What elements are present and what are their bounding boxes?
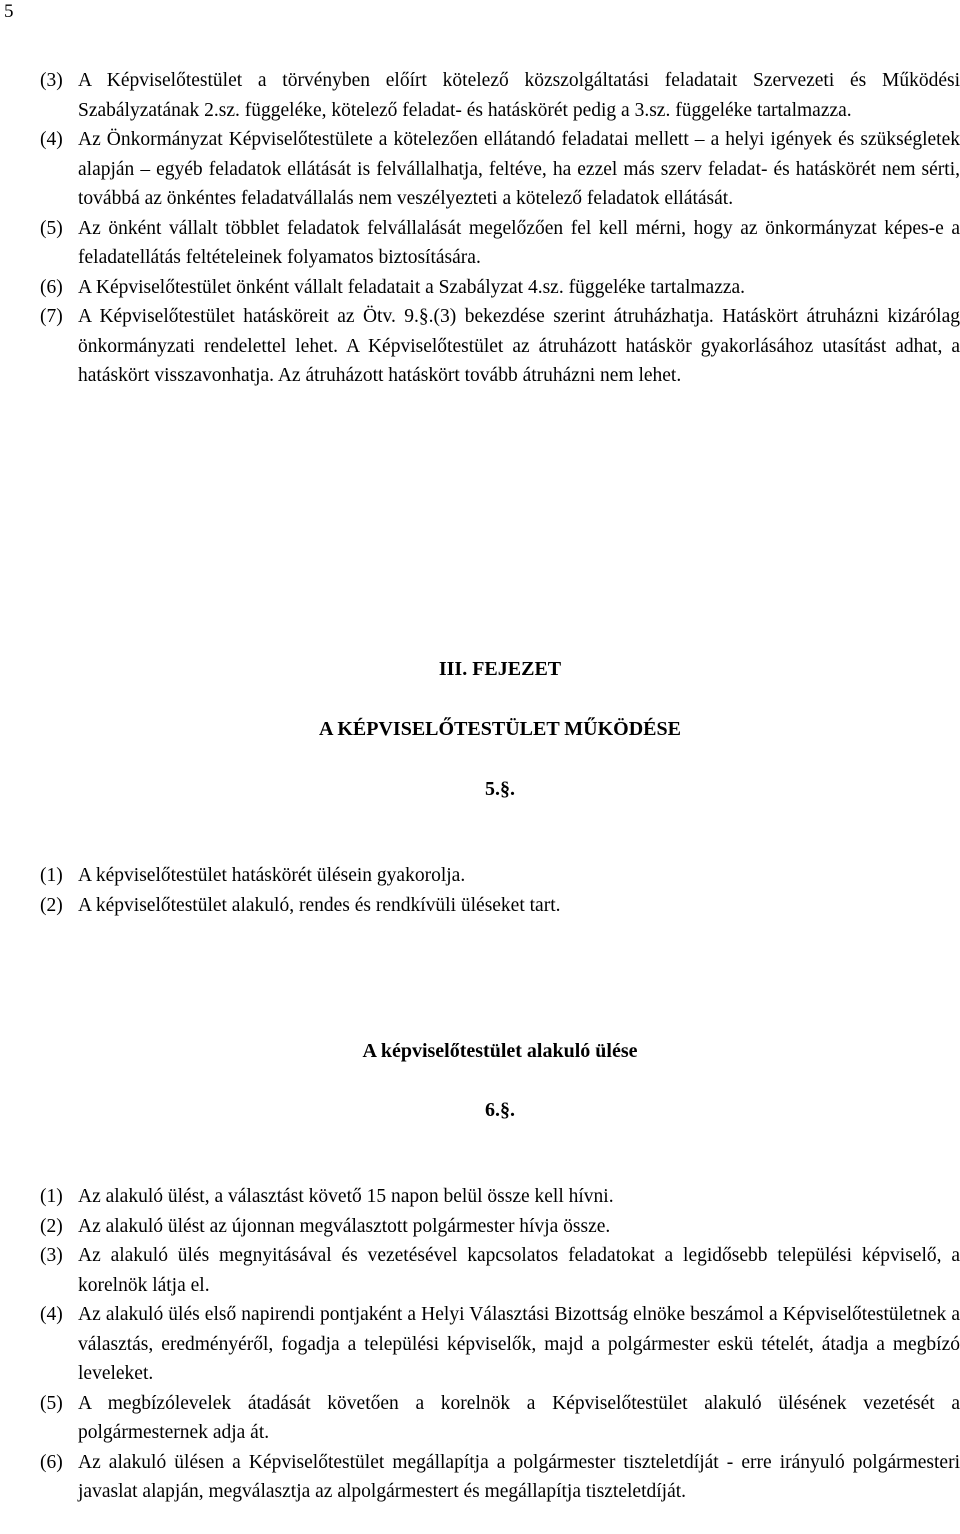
paragraph-number: (6) <box>40 276 63 298</box>
paragraph-number: (5) <box>40 1392 63 1414</box>
paragraph-number: (3) <box>40 1245 63 1266</box>
paragraph-text: A Képviselőtestület önként vállalt feladatait a Szabályzat 4.sz. függeléke tartalmazza. <box>78 276 746 298</box>
page-number: 5 <box>4 1 14 22</box>
paragraph-text: Az alakuló ülést, a választást követő 15 napon belül össze kell hívni. <box>78 1186 614 1207</box>
paragraph-6 <box>40 273 960 303</box>
paragraph-text: Az önként vállalt többlet feladatok felvállalását megelőzően fel kell mérni, hogy az önkormányzat képes-e a feladatellátás feltételeinek folyamatos biztosítására. <box>78 217 960 268</box>
section-6-paragraph-6 <box>40 1448 960 1507</box>
paragraph-3 <box>40 66 960 125</box>
paragraph-number: (4) <box>40 1304 63 1325</box>
paragraph-text: A képviselőtestület hatáskörét ülésein gyakorolja. <box>78 865 466 886</box>
paragraph-text: A képviselőtestület alakuló, rendes és rendkívüli üléseket tart. <box>78 894 561 916</box>
paragraph-number: (2) <box>40 1215 63 1237</box>
section-5-paragraph-2 <box>40 891 960 921</box>
section-5-paragraphs <box>40 861 960 920</box>
section-a-paragraphs <box>40 66 960 391</box>
chapter-title: A KÉPVISELŐTESTÜLET MŰKÖDÉSE <box>319 718 681 740</box>
paragraph-text: A megbízólevelek átadását követően a korelnök a Képviselőtestület alakuló ülésének vezetését a polgármesternek adja át. <box>78 1392 960 1443</box>
paragraph-text: Az alakuló ülést az újonnan megválasztott polgármester hívja össze. <box>78 1215 611 1237</box>
paragraph-number: (5) <box>40 217 63 239</box>
paragraph-number: (3) <box>40 70 63 91</box>
section-6-paragraph-3 <box>40 1241 960 1300</box>
section-6-heading: 6.§. <box>485 1099 515 1121</box>
paragraph-text: A Képviselőtestület hatásköreit az Ötv. 9.§.(3) bekezdése szerint átruházhatja. Hatáskört átruházni kizárólag önkormányzati rendelettel lehet. A Képviselőtestület az átruházott hatáskör gyakorlásához utasítást adhat, a hatáskört visszavonhatja. Az átruházott hatáskört tovább átruházni nem lehet. <box>78 306 960 386</box>
paragraph-5 <box>40 214 960 273</box>
paragraph-number: (2) <box>40 894 63 916</box>
chapter-number: III. FEJEZET <box>438 658 562 680</box>
section-6-paragraph-1 <box>40 1182 960 1212</box>
paragraph-text: Az alakuló ülésen a Képviselőtestület megállapítja a polgármester tiszteletdíját - erre irányuló polgármesteri javaslat alapján, megválasztja az alpolgármestert és megállapítja tiszteletdíját. <box>78 1451 960 1502</box>
paragraph-4 <box>40 125 960 214</box>
paragraph-number: (4) <box>40 129 63 150</box>
paragraph-number: (1) <box>40 1186 63 1207</box>
paragraph-7 <box>40 302 960 391</box>
section-6-paragraph-2 <box>40 1212 960 1242</box>
section-6-paragraphs <box>40 1182 960 1507</box>
paragraph-text: Az alakuló ülés első napirendi pontjaként a Helyi Választási Bizottság elnöke beszámol a Képviselőtestületnek a választás, eredményéről, fogadja a települési képviselők, majd a polgármester eskü tételét, átadja a megbízó leveleket. <box>78 1304 960 1384</box>
paragraph-number: (1) <box>40 865 63 886</box>
section-5-paragraph-1 <box>40 861 960 891</box>
section-6-paragraph-4 <box>40 1300 960 1389</box>
paragraph-number: (7) <box>40 306 63 327</box>
section-6-paragraph-5 <box>40 1389 960 1448</box>
paragraph-text: Az alakuló ülés megnyitásával és vezetésével kapcsolatos feladatokat a legidősebb települési képviselő, a korelnök látja el. <box>78 1245 960 1296</box>
section-6-subtitle: A képviselőtestület alakuló ülése <box>362 1040 638 1062</box>
paragraph-text: A Képviselőtestület a törvényben előírt kötelező közszolgáltatási feladatait Szervezeti és Működési Szabályzatának 2.sz. függeléke, kötelező feladat- és hatáskörét pedig a 3.sz. függeléke tartalmazza. <box>78 70 960 121</box>
paragraph-text: Az Önkormányzat Képviselőtestülete a kötelezően ellátandó feladatai mellett – a helyi igények és szükségletek alapján – egyéb feladatok ellátását is felvállalhatja, feltéve, ha ezzel más szerv feladat- és hatáskörét nem sérti, továbbá az önkéntes feladatvállalás nem veszélyezteti a kötelező feladatok ellátását. <box>78 129 960 209</box>
section-5-heading: 5.§. <box>485 778 515 800</box>
paragraph-number: (6) <box>40 1451 63 1473</box>
